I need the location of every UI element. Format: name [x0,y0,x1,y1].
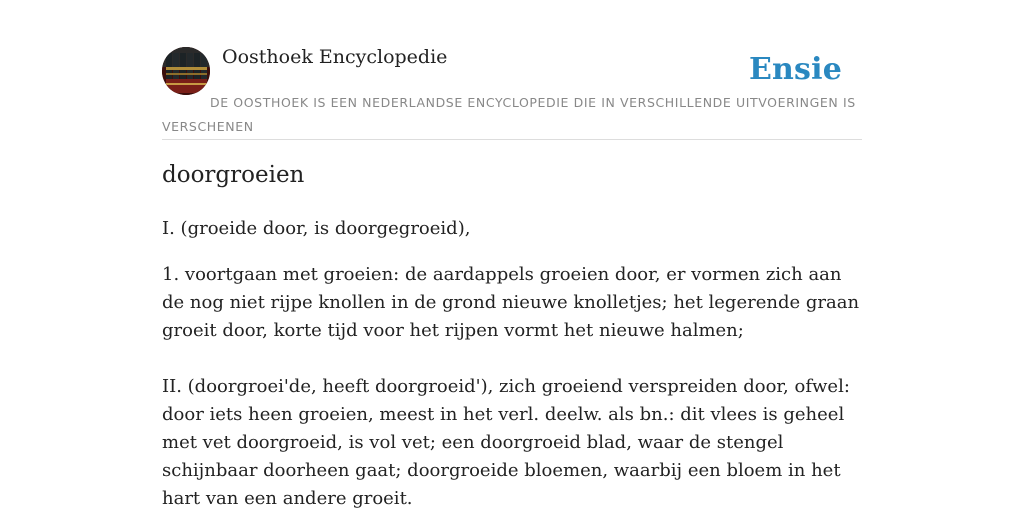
source-header [162,0,862,140]
entry-intro: I. (groeide door, is doorgegroeid), [162,218,471,239]
entry-sense-2: II. (doorgroei'de, heeft doorgroeid'), zich groeiend verspreiden door, ofwel: door iets heen groeien, meest in het verl. deelw. als bn.: dit vlees is geheel met vet doorgroeid, is vol vet; een doorgroeid blad, waar de stengel schijnbaar doorheen gaat; doorgroeide bloemen, waarbij een bloem in het hart van een andere groeit. [162,376,850,509]
entry-title: doorgroeien [162,162,305,188]
entry-sense-1: 1. voortgaan met groeien: de aardappels groeien door, er vormen zich aan de nog niet rijpe knollen in de grond nieuwe knolletjes; het legerende graan groeit door, korte tijd voor het rijpen vormt het nieuwe halmen; [162,264,860,341]
ensie-logo[interactable]: Ensie [748,52,842,87]
entry-body [162,215,862,513]
source-title[interactable]: Oosthoek Encyclopedie [222,46,448,68]
content-card [162,0,862,512]
encyclopedia-books-icon[interactable] [162,47,210,95]
source-description: DE OOSTHOEK IS EEN NEDERLANDSE ENCYCLOPEDIE DIE IN VERSCHILLENDE UITVOERINGEN IS VERSCHENEN [162,95,856,134]
